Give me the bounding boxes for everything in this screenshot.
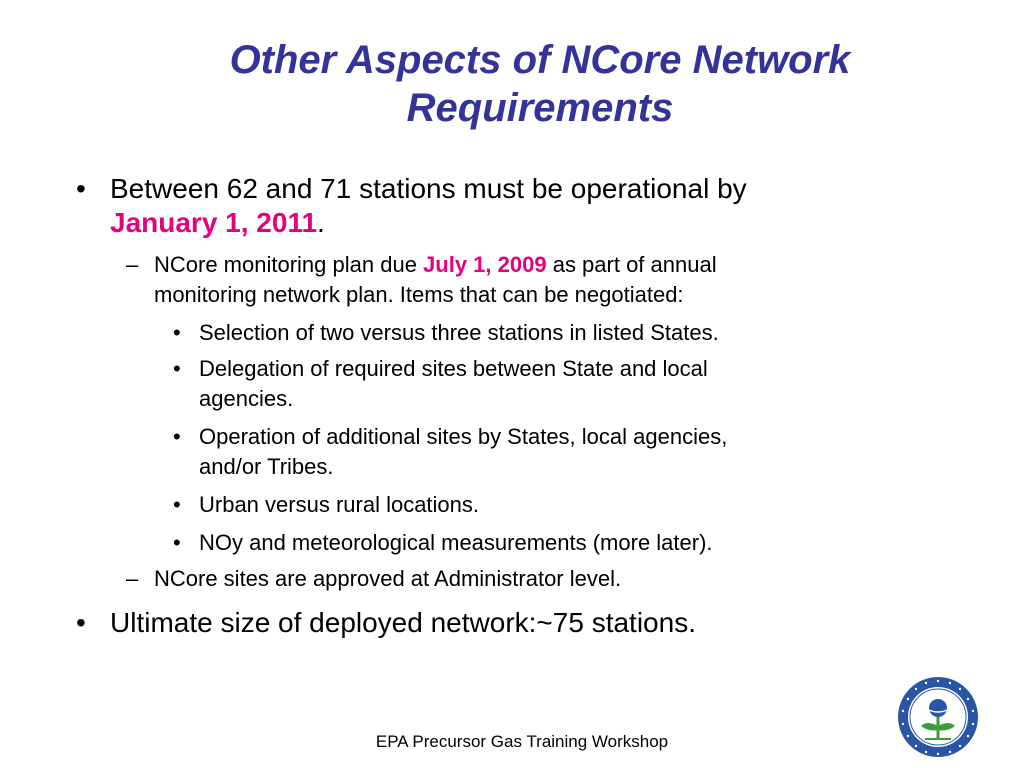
sub-bullet-plan-line-1	[154, 250, 717, 280]
bullet-marker: •	[76, 173, 86, 204]
sub-bullet-marker: –	[126, 566, 139, 591]
slide-title	[150, 36, 930, 132]
bullet-stations-line-2	[110, 206, 325, 240]
item-selection: Selection of two versus three stations in listed States.	[199, 320, 719, 345]
item-operation-line-1: Operation of additional sites by States, local agencies,	[199, 424, 728, 449]
deadline-period: .	[317, 207, 325, 238]
item-delegation-line-2: agencies.	[199, 386, 294, 411]
deadline-date: January 1, 2011	[110, 207, 318, 238]
sub-bullet-marker: –	[126, 252, 139, 277]
item-operation-line-2: and/or Tribes.	[199, 454, 334, 479]
sub-sub-bullet-marker: •	[173, 356, 181, 381]
title-line-2: Requirements	[406, 86, 674, 130]
bullet-network-size: Ultimate size of deployed network:~75 stations.	[110, 607, 696, 638]
item-noy: NOy and meteorological measurements (more later).	[199, 530, 713, 555]
title-line-1: Other Aspects of NCore Network	[229, 38, 851, 82]
plan-suffix: as part of annual	[546, 252, 717, 277]
footer-text: EPA Precursor Gas Training Workshop	[375, 732, 669, 751]
item-delegation-line-1: Delegation of required sites between State and local	[199, 356, 708, 381]
sub-sub-bullet-marker: •	[173, 320, 181, 345]
sub-sub-bullet-marker: •	[173, 424, 181, 449]
bullet-stations-line-1: Between 62 and 71 stations must be operational by	[110, 173, 747, 204]
epa-seal-icon	[897, 676, 979, 758]
plan-due-date: July 1, 2009	[423, 252, 547, 277]
bullet-marker: •	[76, 607, 86, 638]
plan-prefix: NCore monitoring plan due	[154, 252, 424, 277]
item-urban-rural: Urban versus rural locations.	[199, 492, 480, 517]
sub-bullet-plan-line-2: monitoring network plan. Items that can be negotiated:	[154, 282, 684, 307]
sub-sub-bullet-marker: •	[173, 492, 181, 517]
sub-sub-bullet-marker: •	[173, 530, 181, 555]
sub-bullet-approval: NCore sites are approved at Administrator level.	[154, 566, 622, 591]
